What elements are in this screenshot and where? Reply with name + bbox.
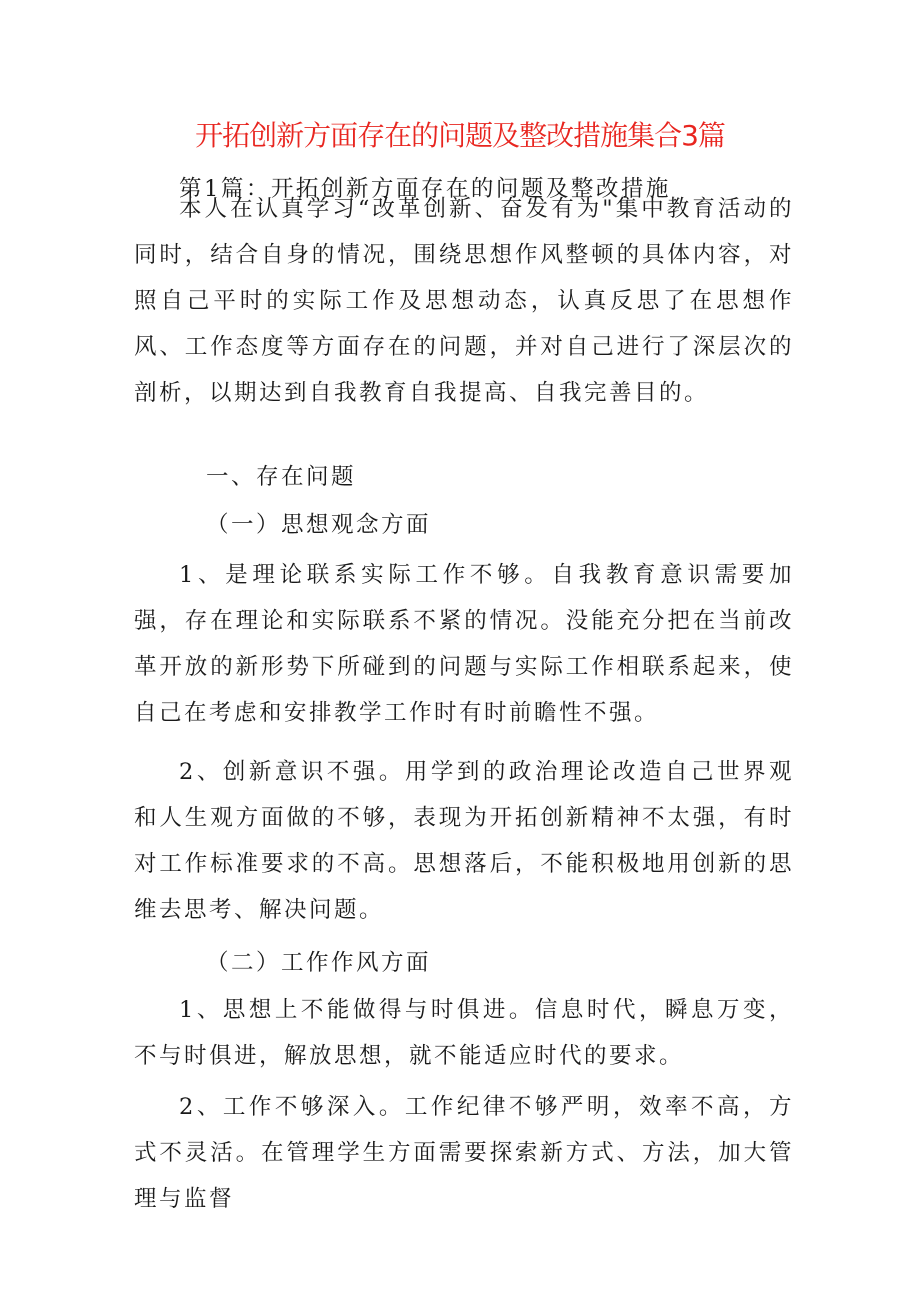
paragraph-item-1-1: 1、是理论联系实际工作不够。自我教育意识需要加强，存在理论和实际联系不紧的情况。没能充分把在当前改革开放的新形势下所碰到的问题与实际工作相联系起来，使自己在考虑和安排教学工作时有时前瞻性不强。 <box>134 562 794 726</box>
subheading-work-style: （二）工作作风方面 <box>206 950 432 976</box>
paragraph-item-2-2: 2、工作不够深入。工作纪律不够严明，效率不高，方式不灵活。在管理学生方面需要探索新方式、方法，加大管理与监督 <box>134 1094 794 1212</box>
document-title: 开拓创新方面存在的问题及整改措施集合3篇 <box>195 119 725 152</box>
section-title: 第1篇：开拓创新方面存在的问题及整改措施 <box>179 176 671 202</box>
paragraph-item-1-2: 2、创新意识不强。用学到的政治理论改造自己世界观和人生观方面做的不够，表现为开拓创新精神不太强，有时对工作标准要求的不高。思想落后，不能积极地用创新的思维去思考、解决问题。 <box>134 759 794 923</box>
intro-paragraph: 本人在认真学习“改革创新、奋发有为"集中教育活动的同时，结合自身的情况，围绕思想作风整顿的具体内容，对照自己平时的实际工作及思想动态，认真反思了在思想作风、工作态度等方面存在的问题，并对自己进行了深层次的剖析，以期达到自我教育自我提高、自我完善目的。 <box>134 196 794 406</box>
heading-existing-problems: 一、存在问题 <box>206 464 357 490</box>
subheading-ideology: （一）思想观念方面 <box>206 512 432 538</box>
paragraph-item-2-1: 1、思想上不能做得与时俱进。信息时代，瞬息万变，不与时俱进，解放思想，就不能适应时代的要求。 <box>134 997 794 1069</box>
